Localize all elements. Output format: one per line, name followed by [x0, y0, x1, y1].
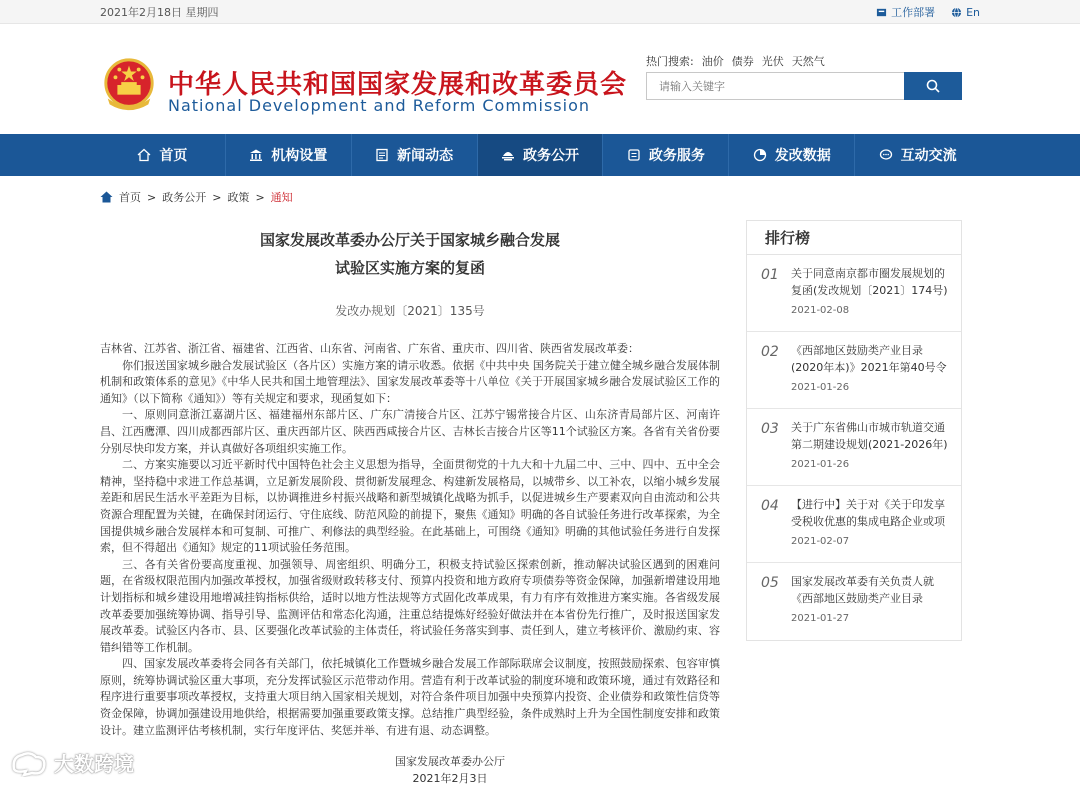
- nav-label: 政务服务: [648, 148, 705, 164]
- search-icon: [926, 79, 940, 93]
- ranking-title: 排行榜: [747, 221, 961, 255]
- paragraph: 你们报送国家城乡融合发展试验区（各片区）实施方案的请示收悉。依据《中共中央 国务院关于建立健全城乡融合发展体制机制和政策体系的意见》《中华人民共和国土地管理法》、国家发展改革委等十八单位《关于开展国家城乡融合发展试验区工作的通知》（以下简称《通知》）等有关规定和要求，现函复如下：: [100, 358, 720, 405]
- ranking-item[interactable]: [747, 255, 961, 332]
- paragraph: 四、国家发展改革委将会同各有关部门，依托城镇化工作暨城乡融合发展工作部际联席会议制度，按照鼓励探索、包容审慎原则，统筹协调试验区重大事项，充分发挥试验区示范带动作用。营造有利于改革试验的制度环境和政策环境，通过有效路径和程序进行重要事项改革授权，支持重大项目纳入国家相关规划，对符合条件项目加强中央预算内投资、企业债券和政策性信贷等资金保障，协调加强建设用地供给，根据需要加强重要政策支撑。总结推广典型经验，条件成熟时上升为全国性制度安排和政策设计。建立监测评估考核机制，实行年度评估、奖惩并举、有进有退、动态调整。: [100, 657, 720, 737]
- breadcrumb-separator: >: [147, 190, 157, 204]
- main-nav: [0, 134, 1080, 176]
- hot-search: [646, 53, 825, 69]
- nav-label: 政务公开: [523, 148, 579, 164]
- nav-item-data[interactable]: [729, 134, 855, 176]
- ranking-number: 04: [761, 498, 779, 514]
- current-date: 2021年2月18日 星期四: [100, 6, 219, 19]
- signer: 国家发展改革委办公厅: [395, 755, 505, 769]
- ranking-item-title[interactable]: 国家发展改革委有关负责人就《西部地区鼓励类产业目录: [791, 575, 934, 605]
- nav-item-home[interactable]: [100, 134, 226, 176]
- paragraph: 三、各有关省份要高度重视、加强领导、周密组织、明确分工，积极支持试验区探索创新，推动解决试验区遇到的困难问题，在省级权限范围内加强改革授权，加强省级财政转移支付、预算内投资和地方政府专项债券等资金保障，加强新增建设用地计划指标和城乡建设用地增减挂钩指标供给，适时以地方性法规等方式固化改革成果，有力有序有效推进方案实施。各省级发展改革委要加强统筹协调、指导引导、监测评估和常态化沟通，注重总结提炼好经验好做法并在本省份先行推广，及时报送国家发展改革委。试验区内各市、县、区要强化改革试验的主体责任，将试验任务落实到事、责任到人，建立考核评价、激励约束、容错纠错等工作机制。: [100, 557, 720, 654]
- search-input[interactable]: [646, 72, 904, 100]
- work-portal-link[interactable]: [876, 4, 935, 20]
- ranking-item[interactable]: [747, 409, 961, 486]
- work-portal-label: 工作部署: [891, 6, 936, 19]
- nav-item-services[interactable]: [603, 134, 729, 176]
- article-body: [100, 341, 720, 739]
- ranking-item-date: 2021-02-07: [791, 536, 850, 547]
- nav-label: 互动交流: [900, 148, 957, 164]
- ranking-number: 03: [761, 421, 779, 437]
- breadcrumb: [100, 190, 980, 204]
- ranking-item-title[interactable]: 关于广东省佛山市城市轨道交通第二期建设规划(2021-2026年): [791, 421, 948, 451]
- home-icon: [100, 191, 113, 203]
- breadcrumb-home[interactable]: 首页: [119, 191, 141, 204]
- chat-icon: [879, 148, 893, 162]
- nav-item-gov-affairs[interactable]: [478, 134, 604, 176]
- paragraph: 一、原则同意浙江嘉湖片区、福建福州东部片区、广东广清接合片区、江苏宁锡常接合片区、山东济青局部片区、河南许昌、江西鹰潭、四川成都西部片区、重庆西部片区、陕西西咸接合片区、吉林长吉接合片区等11个试验区方案。各省有关省份要分别尽快印发方案，并认真做好各项组织实施工作。: [100, 408, 720, 455]
- nav-label: 新闻动态: [397, 148, 454, 164]
- article-title-line: 试验区实施方案的复函: [334, 259, 485, 277]
- service-icon: [627, 148, 641, 162]
- site-title-en: National Development and Reform Commission: [168, 96, 590, 115]
- search-bar: [646, 72, 962, 100]
- nav-label: 首页: [159, 148, 188, 164]
- hot-term[interactable]: 油价: [701, 55, 724, 68]
- ranking-item-title[interactable]: 关于同意南京都市圈发展规划的复函(发改规划〔2021〕174号): [791, 267, 948, 297]
- building-icon: [249, 148, 263, 162]
- article-title: [100, 226, 720, 282]
- breadcrumb-gov-affairs[interactable]: 政务公开: [162, 191, 207, 204]
- ranking-panel: [746, 220, 962, 641]
- home-icon: [137, 148, 151, 162]
- ranking-item-title[interactable]: 《西部地区鼓励类产业目录(2020年本)》2021年第40号令: [791, 344, 947, 374]
- dome-icon: [501, 148, 515, 162]
- breadcrumb-policy[interactable]: 政策: [227, 191, 250, 204]
- watermark: [10, 748, 134, 777]
- ranking-item-date: 2021-01-26: [791, 382, 850, 393]
- national-emblem-icon[interactable]: [100, 56, 158, 114]
- breadcrumb-current: 通知: [270, 191, 293, 204]
- ranking-item-date: 2021-02-08: [791, 305, 850, 316]
- search-button[interactable]: [904, 72, 962, 100]
- ranking-item-date: 2021-01-26: [791, 459, 850, 470]
- main-content: [100, 204, 980, 784]
- hot-term[interactable]: 天然气: [791, 55, 825, 68]
- ranking-item-title[interactable]: 【进行中】关于对《关于印发享受税收优惠的集成电路企业或项: [791, 498, 945, 528]
- nav-label: 发改数据: [774, 148, 831, 164]
- top-bar: [0, 0, 1080, 24]
- pie-chart-icon: [753, 148, 767, 162]
- breadcrumb-separator: >: [212, 190, 222, 204]
- nav-item-interaction[interactable]: [855, 134, 980, 176]
- watermark-text: 大数跨境: [54, 752, 134, 776]
- ranking-number: 05: [761, 575, 779, 591]
- watermark-logo-icon: [10, 749, 48, 777]
- ranking-item-date: 2021-01-27: [791, 613, 850, 624]
- hot-term[interactable]: 债券: [731, 55, 754, 68]
- language-switch[interactable]: [951, 6, 980, 19]
- hot-search-label: 热门搜索:: [646, 55, 694, 68]
- language-label: En: [966, 5, 980, 19]
- document-number: 发改办规划〔2021〕135号: [335, 304, 485, 318]
- site-title-cn[interactable]: 中华人民共和国国家发展和改革委员会: [168, 70, 628, 100]
- globe-icon: [951, 7, 962, 18]
- ranking-item[interactable]: [747, 563, 961, 640]
- nav-item-news[interactable]: [352, 134, 478, 176]
- news-icon: [375, 148, 389, 162]
- site-header: [0, 24, 1080, 134]
- hot-term[interactable]: 光伏: [761, 55, 784, 68]
- article-title-line: 国家发展改革委办公厅关于国家城乡融合发展: [259, 231, 560, 249]
- ranking-number: 01: [761, 267, 779, 283]
- breadcrumb-separator: >: [255, 190, 265, 204]
- ranking-item[interactable]: [747, 332, 961, 409]
- sign-date: 2021年2月3日: [412, 772, 488, 786]
- ranking-item[interactable]: [747, 486, 961, 563]
- salutation: 吉林省、江苏省、浙江省、福建省、江西省、山东省、河南省、广东省、重庆市、四川省、陕西省发展改革委：: [100, 342, 639, 355]
- ranking-number: 02: [761, 344, 779, 360]
- paragraph: 二、方案实施要以习近平新时代中国特色社会主义思想为指导，全面贯彻党的十九大和十九届二中、三中、四中、五中全会精神，坚持稳中求进工作总基调，立足新发展阶段、贯彻新发展理念、构建新发展格局，以城带乡、以工补农，以缩小城乡发展差距和居民生活水平差距为目标，以协调推进乡村振兴战略和新型城镇化战略为抓手，以促进城乡生产要素双向自由流动和公共资源合理配置为关键，在确保封闭运行、守住底线、防范风险的前提下，聚焦《通知》明确的各自试验任务进行改革探索，为全国提供城乡融合发展样本和可复制、可推广、利修法的典型经验。在此基础上，可围绕《通知》明确的其他试验任务进行自发探索，但不得超出《通知》规定的11项试验任务范围。: [100, 458, 720, 555]
- article: [100, 226, 720, 786]
- signature-block: [180, 753, 720, 786]
- nav-label: 机构设置: [271, 148, 328, 164]
- nav-item-organization[interactable]: [226, 134, 352, 176]
- portal-icon: [876, 7, 887, 18]
